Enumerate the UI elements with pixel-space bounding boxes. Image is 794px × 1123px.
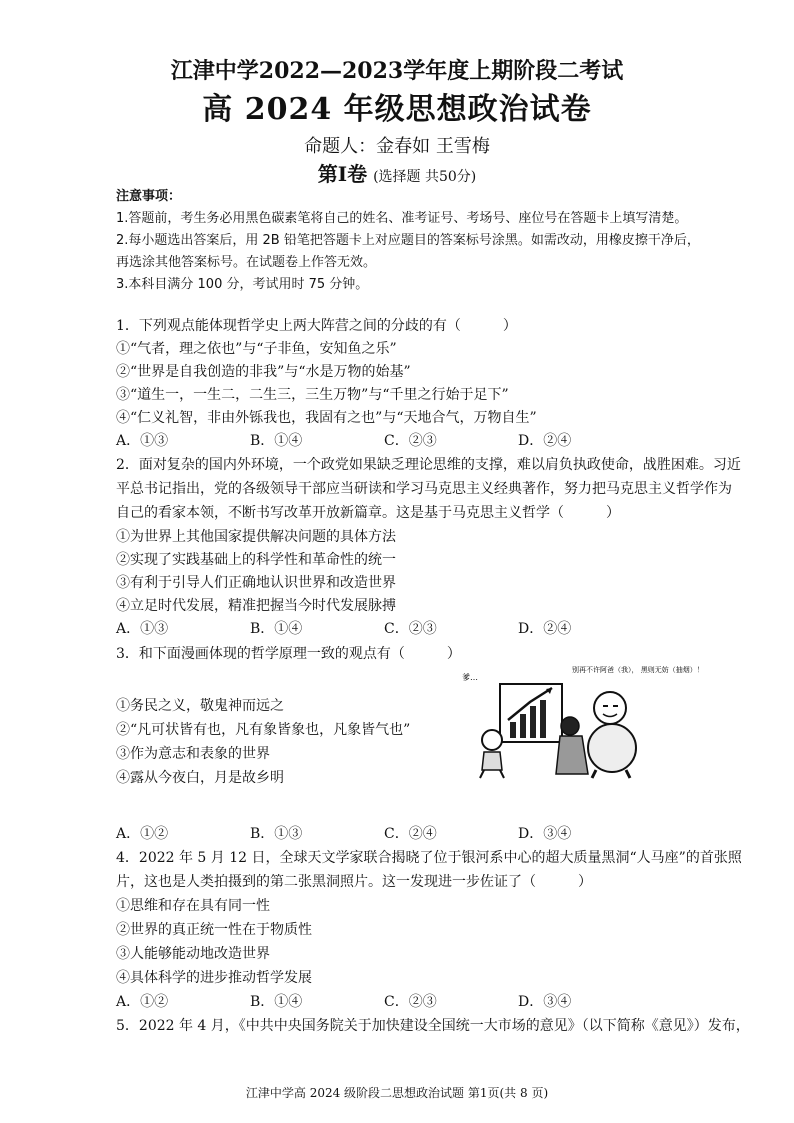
board-bar — [520, 714, 526, 738]
option-a[interactable]: A．①② — [116, 826, 169, 842]
option-b[interactable]: B．①③ — [250, 826, 303, 842]
q3-statement-1: ①务民之义，敬鬼神而远之 — [116, 698, 284, 714]
q2-options — [116, 619, 716, 639]
woman-body — [556, 736, 588, 774]
option-b[interactable]: B．①④ — [250, 994, 303, 1010]
option-d[interactable]: D．③④ — [518, 994, 572, 1010]
option-b[interactable]: B．①④ — [250, 433, 303, 449]
q1-statement-4: ④“仁义礼智，非由外铄我也，我固有之也”与“天地合气，万物自生” — [116, 410, 537, 426]
board-bar — [510, 722, 516, 738]
question-1-stem: 1．下列观点能体现哲学史上两大阵营之间的分歧的有（ ） — [116, 318, 517, 334]
option-c[interactable]: C．②③ — [384, 621, 437, 637]
q2-statement-2: ②实现了实践基础上的科学性和革命性的统一 — [116, 552, 396, 568]
q3-options — [116, 824, 716, 844]
boy-head — [482, 730, 502, 750]
boy-legs — [480, 770, 504, 778]
paper-authors: 命题人：金春如 王雪梅 — [304, 136, 490, 157]
boy-body — [482, 752, 502, 770]
q4-statement-3: ③人能够能动地改造世界 — [116, 946, 270, 962]
q2-statement-1: ①为世界上其他国家提供解决问题的具体方法 — [116, 529, 396, 545]
option-c[interactable]: C．②④ — [384, 826, 437, 842]
speech-right: 别再不许阿爸（我）， 黑则无妨（抽烟）！ — [572, 666, 704, 674]
q1-statement-2: ②“世界是自我创造的非我”与“水是万物的始基” — [116, 364, 411, 380]
q4-statement-4: ④具体科学的进步推动哲学发展 — [116, 970, 312, 986]
page-footer: 江津中学高 2024 级阶段二思想政治试题 第1页(共 8 页) — [245, 1086, 549, 1100]
man-body — [588, 724, 636, 772]
q3-statement-3: ③作为意志和表象的世界 — [116, 746, 270, 762]
board-bar — [530, 706, 536, 738]
q3-statement-4: ④露从今夜白，月是故乡明 — [116, 770, 284, 786]
q2-statement-4: ④立足时代发展，精准把握当今时代发展脉搏 — [116, 598, 396, 614]
option-a[interactable]: A．①② — [116, 994, 169, 1010]
speech-left: 爹… — [462, 673, 478, 682]
q4-options — [116, 992, 716, 1012]
cartoon-illustration — [460, 662, 704, 780]
q2-statement-3: ③有利于引导人们正确地认识世界和改造世界 — [116, 575, 396, 591]
note-line: 3.本科目满分 100 分，考试用时 75 分钟。 — [116, 277, 369, 292]
question-5-stem: 5．2022 年 4 月，《中共中央国务院关于加快建设全国统一大市场的意见》（以下简称《意见》）发布， — [116, 1018, 750, 1034]
note-line: 1.答题前，考生务必用黑色碳素笔将自己的姓名、准考证号、考场号、座位号在答题卡上填写清楚。 — [116, 211, 688, 226]
woman-head — [561, 717, 579, 735]
volume-label: 第Ⅰ卷 — [317, 162, 368, 186]
q4-statement-1: ①思维和存在具有同一性 — [116, 898, 270, 914]
option-d[interactable]: D．③④ — [518, 826, 572, 842]
volume-heading — [0, 158, 794, 187]
option-a[interactable]: A．①③ — [116, 433, 169, 449]
question-4-stem: 4．2022 年 5 月 12 日，全球天文学家联合揭晓了位于银河系中心的超大质量黑洞“人马座”的首张照 — [116, 850, 742, 866]
question-2-stem: 2．面对复杂的国内外环境，一个政党如果缺乏理论思维的支撑，难以肩负执政使命，战胜困难。习近 — [116, 457, 741, 473]
note-line: 2.每小题选出答案后，用 2B 铅笔把答题卡上对应题目的答案标号涂黑。如需改动，用橡皮擦干净后， — [116, 233, 700, 248]
option-d[interactable]: D．②④ — [518, 433, 572, 449]
option-c[interactable]: C．②③ — [384, 433, 437, 449]
question-2-stem-line: 平总书记指出，党的各级领导干部应当研读和学习马克思主义经典著作，努力把马克思主义哲学作为 — [116, 481, 732, 497]
exam-notes — [116, 186, 736, 296]
question-3-stem: 3．和下面漫画体现的哲学原理一致的观点有（ ） — [116, 646, 461, 662]
man-head — [594, 692, 626, 724]
q1-statement-3: ③“道生一，一生二，二生三，三生万物”与“千里之行始于足下” — [116, 387, 509, 403]
option-b[interactable]: B．①④ — [250, 621, 303, 637]
exam-title: 江津中学2022—2023学年度上期阶段二考试 — [170, 58, 624, 84]
volume-note: (选择题 共50分) — [373, 169, 477, 185]
q3-statement-2: ②“凡可状皆有也，凡有象皆象也，凡象皆气也” — [116, 722, 411, 738]
question-2-stem-line: 自己的看家本领，不断书写改革开放新篇章。这是基于马克思主义哲学（ ） — [116, 505, 620, 521]
q1-statement-1: ①“气者，理之依也”与“子非鱼，安知鱼之乐” — [116, 341, 397, 357]
paper-title: 高 2024 年级思想政治试卷 — [202, 92, 592, 127]
q1-options — [116, 431, 716, 451]
q4-statement-2: ②世界的真正统一性在于物质性 — [116, 922, 312, 938]
option-a[interactable]: A．①③ — [116, 621, 169, 637]
question-4-stem-line: 片，这也是人类拍摄到的第二张黑洞照片。这一发现进一步佐证了（ ） — [116, 874, 592, 890]
option-c[interactable]: C．②③ — [384, 994, 437, 1010]
note-line: 再选涂其他答案标号。在试题卷上作答无效。 — [116, 255, 377, 270]
option-d[interactable]: D．②④ — [518, 621, 572, 637]
notes-title: 注意事项： — [116, 189, 182, 204]
board-bar — [540, 700, 546, 738]
